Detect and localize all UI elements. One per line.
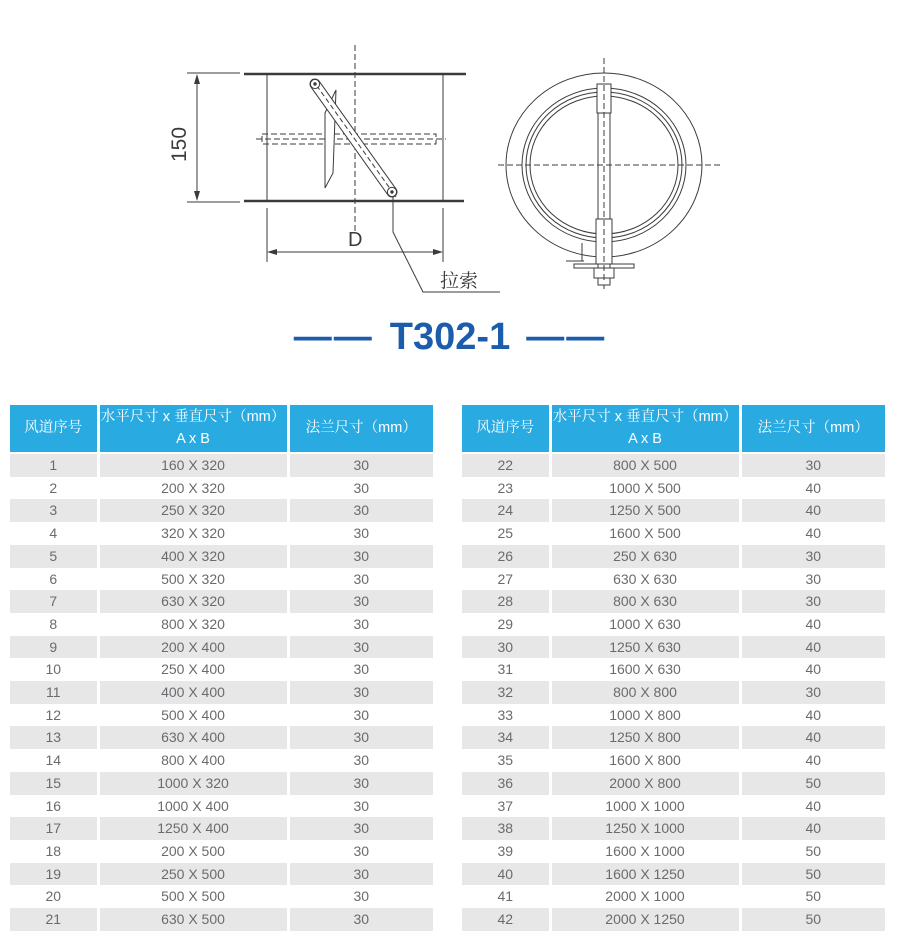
table-cell: 250 X 630 <box>550 545 740 568</box>
table-row <box>10 658 433 681</box>
duct-size-table-right <box>462 405 885 931</box>
table-row <box>10 477 433 500</box>
damper-lever <box>310 79 396 197</box>
table-cell: 630 X 630 <box>550 568 740 591</box>
table-cell: 1250 X 1000 <box>550 817 740 840</box>
col-header-size-line1: 水平尺寸 x 垂直尺寸（mm） <box>100 409 286 426</box>
table-cell: 630 X 500 <box>98 908 288 931</box>
table-cell: 30 <box>288 908 433 931</box>
table-cell: 42 <box>462 908 550 931</box>
table-row <box>462 863 885 886</box>
table-row <box>10 704 433 727</box>
table-cell: 1000 X 400 <box>98 795 288 818</box>
table-cell: 1250 X 630 <box>550 636 740 659</box>
table-cell: 37 <box>462 795 550 818</box>
table-row <box>10 636 433 659</box>
table-cell: 4 <box>10 522 98 545</box>
col-header-size-line1: 水平尺寸 x 垂直尺寸（mm） <box>552 409 738 426</box>
table-row <box>10 908 433 931</box>
table-cell: 1000 X 500 <box>550 477 740 500</box>
table-row <box>462 613 885 636</box>
table-row <box>10 613 433 636</box>
table-cell: 200 X 320 <box>98 477 288 500</box>
table-cell: 30 <box>288 749 433 772</box>
table-row <box>462 772 885 795</box>
model-title-block <box>0 318 900 356</box>
table-cell: 30 <box>288 681 433 704</box>
table-cell: 2 <box>10 477 98 500</box>
cable-callout <box>393 197 500 292</box>
table-cell: 1 <box>10 453 98 477</box>
table-cell: 28 <box>462 590 550 613</box>
table-row <box>10 499 433 522</box>
table-cell: 12 <box>10 704 98 727</box>
table-row <box>462 636 885 659</box>
table-row <box>10 772 433 795</box>
table-cell: 2000 X 1250 <box>550 908 740 931</box>
table-cell: 30 <box>288 795 433 818</box>
table-cell: 30 <box>740 453 885 477</box>
table-cell: 17 <box>10 817 98 840</box>
table-cell: 6 <box>10 568 98 591</box>
table-cell: 250 X 320 <box>98 499 288 522</box>
table-cell: 32 <box>462 681 550 704</box>
table-cell: 500 X 400 <box>98 704 288 727</box>
table-cell: 1000 X 630 <box>550 613 740 636</box>
table-cell: 36 <box>462 772 550 795</box>
table-cell: 30 <box>740 590 885 613</box>
table-row <box>462 704 885 727</box>
table-row <box>462 749 885 772</box>
table-cell: 40 <box>740 749 885 772</box>
table-cell: 13 <box>10 726 98 749</box>
table-cell: 30 <box>740 568 885 591</box>
table-row <box>10 795 433 818</box>
table-cell: 800 X 800 <box>550 681 740 704</box>
table-cell: 40 <box>740 704 885 727</box>
table-cell: 5 <box>10 545 98 568</box>
table-cell: 800 X 630 <box>550 590 740 613</box>
table-cell: 1250 X 800 <box>550 726 740 749</box>
table-cell: 30 <box>288 772 433 795</box>
col-header-flange: 法兰尺寸（mm） <box>740 405 885 453</box>
table-cell: 30 <box>288 726 433 749</box>
table-row <box>462 817 885 840</box>
table-row <box>10 726 433 749</box>
table-cell: 800 X 400 <box>98 749 288 772</box>
table-cell: 40 <box>740 499 885 522</box>
table-cell: 1600 X 630 <box>550 658 740 681</box>
table-cell: 1600 X 500 <box>550 522 740 545</box>
table-row <box>462 477 885 500</box>
table-row <box>462 681 885 704</box>
table-cell: 1600 X 800 <box>550 749 740 772</box>
table-row <box>462 840 885 863</box>
table-cell: 30 <box>288 863 433 886</box>
size-table-right-wrap <box>462 405 885 931</box>
col-header-size-line2: A x B <box>628 430 662 447</box>
header-row <box>10 405 433 453</box>
table-cell: 39 <box>462 840 550 863</box>
table-cell: 40 <box>740 817 885 840</box>
table-row <box>10 522 433 545</box>
table-cell: 500 X 500 <box>98 885 288 908</box>
table-cell: 40 <box>740 522 885 545</box>
table-cell: 9 <box>10 636 98 659</box>
table-cell: 30 <box>288 658 433 681</box>
table-cell: 41 <box>462 885 550 908</box>
table-cell: 29 <box>462 613 550 636</box>
table-cell: 50 <box>740 840 885 863</box>
table-cell: 3 <box>10 499 98 522</box>
col-header-size-line2: A x B <box>176 430 210 447</box>
table-row <box>462 499 885 522</box>
table-cell: 320 X 320 <box>98 522 288 545</box>
table-cell: 21 <box>10 908 98 931</box>
table-row <box>462 908 885 931</box>
table-cell: 1600 X 1250 <box>550 863 740 886</box>
table-cell: 30 <box>288 453 433 477</box>
table-row <box>462 795 885 818</box>
table-cell: 30 <box>288 522 433 545</box>
diameter-dimension-label: D <box>348 229 363 251</box>
table-cell: 26 <box>462 545 550 568</box>
table-row <box>10 545 433 568</box>
table-cell: 50 <box>740 908 885 931</box>
col-header-duct-no: 风道序号 <box>10 405 98 453</box>
table-cell: 1000 X 1000 <box>550 795 740 818</box>
table-row <box>10 749 433 772</box>
table-row <box>462 568 885 591</box>
table-cell: 15 <box>10 772 98 795</box>
table-cell: 35 <box>462 749 550 772</box>
table-cell: 50 <box>740 885 885 908</box>
table-cell: 2000 X 1000 <box>550 885 740 908</box>
table-cell: 30 <box>288 636 433 659</box>
table-row <box>10 453 433 477</box>
table-row <box>462 726 885 749</box>
table-cell: 38 <box>462 817 550 840</box>
table-cell: 30 <box>740 545 885 568</box>
table-cell: 40 <box>740 795 885 818</box>
table-cell: 18 <box>10 840 98 863</box>
height-dimension <box>168 73 240 202</box>
table-cell: 40 <box>740 726 885 749</box>
table-cell: 34 <box>462 726 550 749</box>
table-cell: 800 X 320 <box>98 613 288 636</box>
table-cell: 14 <box>10 749 98 772</box>
table-cell: 630 X 400 <box>98 726 288 749</box>
table-cell: 1600 X 1000 <box>550 840 740 863</box>
table-cell: 400 X 320 <box>98 545 288 568</box>
table-cell: 40 <box>740 477 885 500</box>
table-row <box>462 885 885 908</box>
table-cell: 25 <box>462 522 550 545</box>
table-cell: 30 <box>288 613 433 636</box>
table-row <box>10 568 433 591</box>
table-cell: 1250 X 500 <box>550 499 740 522</box>
table-cell: 10 <box>10 658 98 681</box>
table-cell: 30 <box>288 590 433 613</box>
table-cell: 2000 X 800 <box>550 772 740 795</box>
side-view-drawing <box>150 40 510 302</box>
table-cell: 250 X 400 <box>98 658 288 681</box>
table-cell: 11 <box>10 681 98 704</box>
table-cell: 33 <box>462 704 550 727</box>
table-row <box>10 863 433 886</box>
table-cell: 8 <box>10 613 98 636</box>
table-cell: 250 X 500 <box>98 863 288 886</box>
table-row <box>10 840 433 863</box>
table-cell: 40 <box>740 636 885 659</box>
table-cell: 400 X 400 <box>98 681 288 704</box>
table-row <box>10 590 433 613</box>
table-row <box>10 817 433 840</box>
page-title: T302-1 <box>389 316 511 358</box>
table-cell: 30 <box>288 568 433 591</box>
title-dash-right: —— <box>526 316 607 358</box>
table-cell: 30 <box>288 840 433 863</box>
table-row <box>462 658 885 681</box>
table-cell: 1250 X 400 <box>98 817 288 840</box>
table-cell: 7 <box>10 590 98 613</box>
table-row <box>10 885 433 908</box>
table-cell: 16 <box>10 795 98 818</box>
table-cell: 630 X 320 <box>98 590 288 613</box>
table-cell: 30 <box>740 681 885 704</box>
table-cell: 22 <box>462 453 550 477</box>
table-cell: 200 X 400 <box>98 636 288 659</box>
table-cell: 30 <box>288 885 433 908</box>
cable-label: 拉索 <box>440 271 479 292</box>
table-cell: 50 <box>740 772 885 795</box>
col-header-size <box>550 405 740 453</box>
table-cell: 1000 X 320 <box>98 772 288 795</box>
table-cell: 800 X 500 <box>550 453 740 477</box>
table-row <box>462 453 885 477</box>
height-dimension-label: 150 <box>168 126 191 162</box>
table-cell: 30 <box>288 477 433 500</box>
table-cell: 31 <box>462 658 550 681</box>
table-cell: 20 <box>10 885 98 908</box>
table-row <box>462 522 885 545</box>
table-cell: 50 <box>740 863 885 886</box>
table-cell: 40 <box>740 658 885 681</box>
table-cell: 30 <box>288 545 433 568</box>
table-cell: 30 <box>462 636 550 659</box>
table-cell: 500 X 320 <box>98 568 288 591</box>
table-row <box>462 590 885 613</box>
table-cell: 40 <box>462 863 550 886</box>
table-row <box>10 681 433 704</box>
front-view-drawing <box>498 55 726 295</box>
table-cell: 1000 X 800 <box>550 704 740 727</box>
table-cell: 30 <box>288 499 433 522</box>
table-cell: 19 <box>10 863 98 886</box>
col-header-duct-no: 风道序号 <box>462 405 550 453</box>
table-cell: 27 <box>462 568 550 591</box>
duct-size-table-left <box>10 405 433 931</box>
table-cell: 200 X 500 <box>98 840 288 863</box>
title-dash-left: —— <box>293 316 374 358</box>
table-cell: 30 <box>288 704 433 727</box>
col-header-size <box>98 405 288 453</box>
table-row <box>462 545 885 568</box>
col-header-flange: 法兰尺寸（mm） <box>288 405 433 453</box>
table-cell: 30 <box>288 817 433 840</box>
header-row <box>462 405 885 453</box>
table-cell: 160 X 320 <box>98 453 288 477</box>
table-cell: 40 <box>740 613 885 636</box>
table-cell: 23 <box>462 477 550 500</box>
table-cell: 24 <box>462 499 550 522</box>
size-table-left-wrap <box>10 405 433 931</box>
